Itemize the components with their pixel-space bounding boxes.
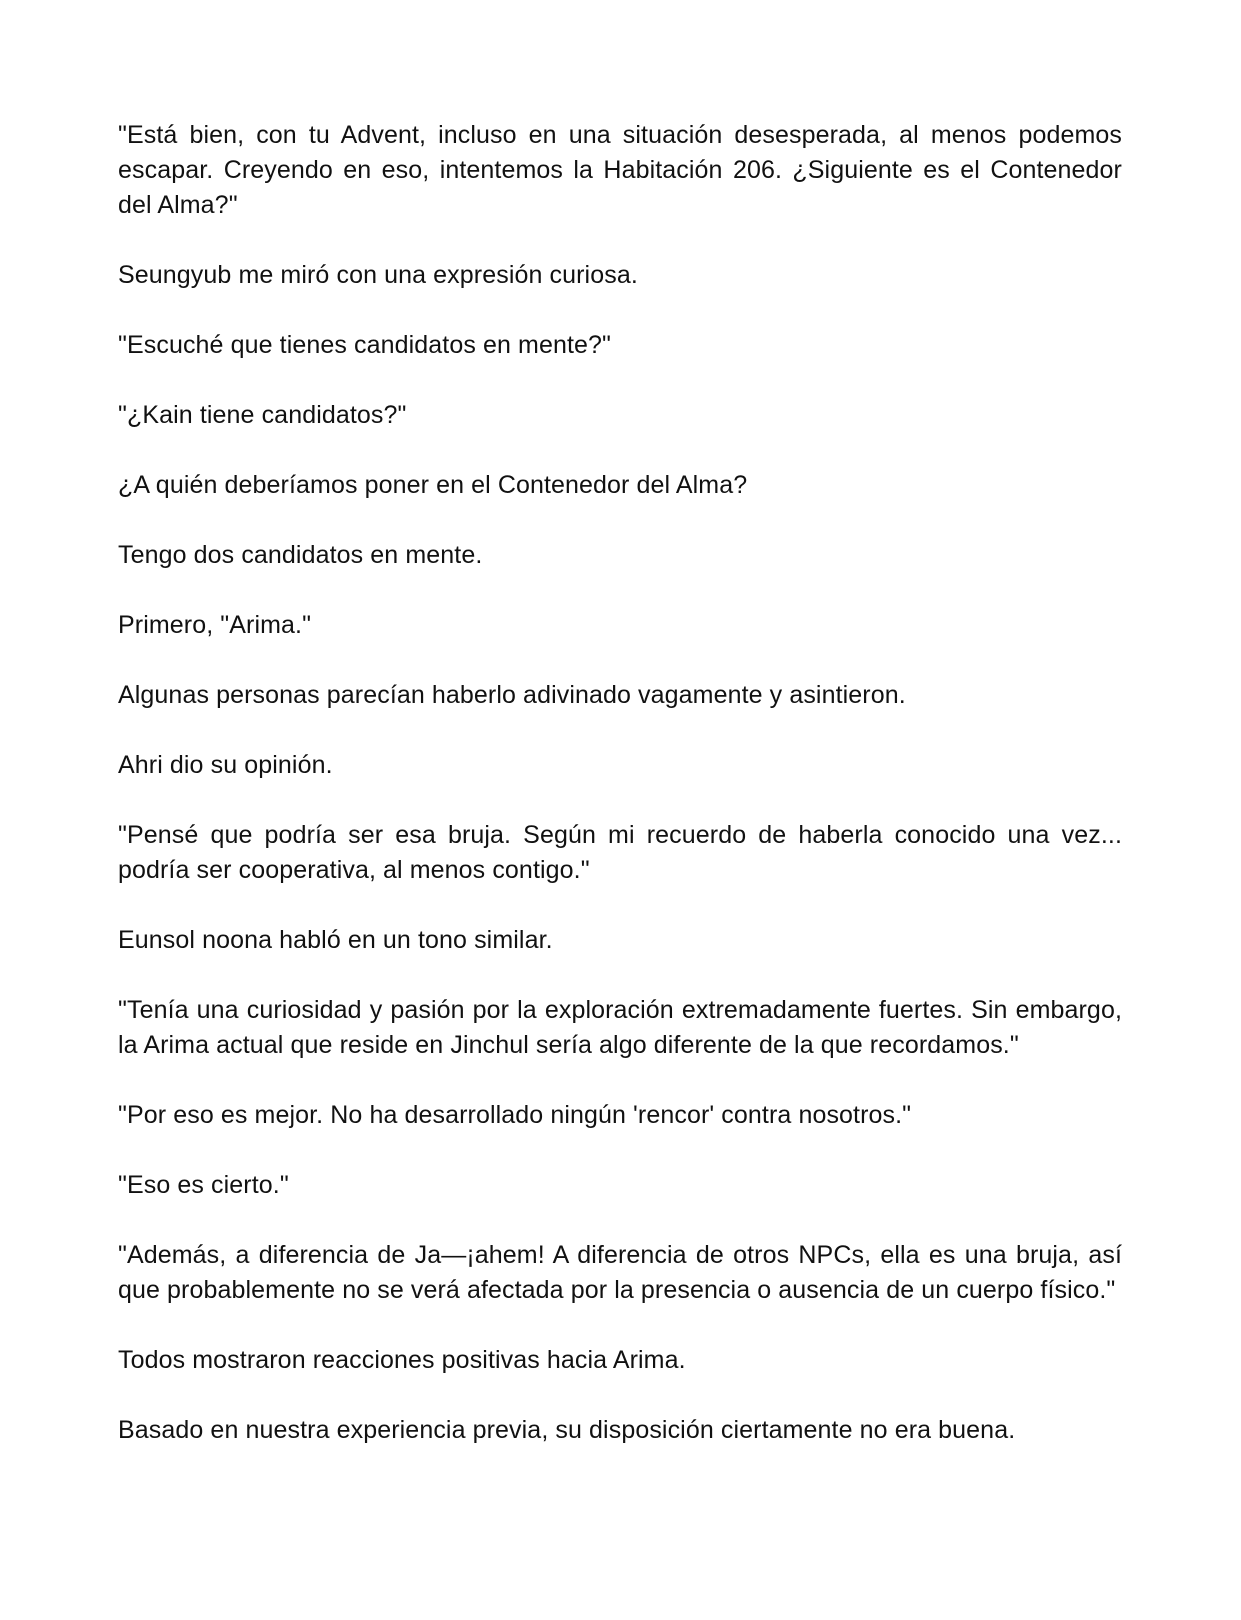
document-body	[118, 118, 1122, 1483]
paragraph: "Pensé que podría ser esa bruja. Según mi recuerdo de haberla conocido una vez... podría ser cooperativa, al menos contigo."	[118, 821, 1122, 884]
paragraph: Seungyub me miró con una expresión curiosa.	[118, 261, 638, 289]
paragraph: "Además, a diferencia de Ja—¡ahem! A diferencia de otros NPCs, ella es una bruja, así que probablemente no se verá afectada por la presencia o ausencia de un cuerpo físico."	[118, 1241, 1122, 1304]
paragraph: "Escuché que tienes candidatos en mente?"	[118, 331, 612, 359]
paragraph: "¿Kain tiene candidatos?"	[118, 401, 407, 429]
paragraph: ¿A quién deberíamos poner en el Contenedor del Alma?	[118, 471, 748, 499]
paragraph: Eunsol noona habló en un tono similar.	[118, 926, 553, 954]
paragraph: "Eso es cierto."	[118, 1171, 289, 1199]
paragraph: Todos mostraron reacciones positivas hacia Arima.	[118, 1346, 686, 1374]
paragraph: Tengo dos candidatos en mente.	[118, 541, 483, 569]
paragraph: Ahri dio su opinión.	[118, 751, 333, 779]
paragraph: Basado en nuestra experiencia previa, su disposición ciertamente no era buena.	[118, 1416, 1016, 1444]
paragraph: Primero, "Arima."	[118, 611, 312, 639]
paragraph: "Está bien, con tu Advent, incluso en una situación desesperada, al menos podemos escapar. Creyendo en eso, intentemos la Habitación 206. ¿Siguiente es el Contenedor del Alma?"	[118, 121, 1122, 219]
paragraph: Algunas personas parecían haberlo adivinado vagamente y asintieron.	[118, 681, 906, 709]
paragraph: "Por eso es mejor. No ha desarrollado ningún 'rencor' contra nosotros."	[118, 1101, 912, 1129]
paragraph: "Tenía una curiosidad y pasión por la exploración extremadamente fuertes. Sin embargo, la Arima actual que reside en Jinchul sería algo diferente de la que recordamos."	[118, 996, 1122, 1059]
